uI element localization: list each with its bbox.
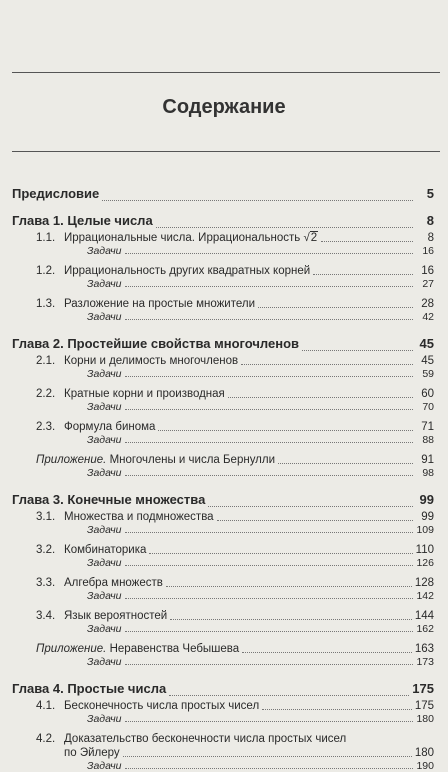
sqrt-symbol: √2 <box>303 232 318 244</box>
spacer <box>12 725 434 732</box>
leader-dots <box>302 349 413 351</box>
toc-text <box>36 699 262 713</box>
toc-text <box>36 453 278 467</box>
toc-tasks[interactable] <box>12 590 434 602</box>
top-rule <box>12 72 440 73</box>
toc-text: 3.3. <box>36 577 56 589</box>
leader-dots <box>258 306 413 308</box>
toc-section-2-2[interactable] <box>12 387 434 401</box>
toc-text: Задачи <box>87 557 125 569</box>
toc-text: Задачи <box>87 656 125 668</box>
toc-tasks[interactable] <box>12 311 434 323</box>
toc-text <box>36 609 170 623</box>
toc-text: Неравенства Чебышева <box>109 643 240 655</box>
page-number: 60 <box>421 388 434 400</box>
page-number: 180 <box>416 713 434 725</box>
toc-section-3-1[interactable] <box>12 510 434 524</box>
toc-appendix-3[interactable] <box>12 642 434 656</box>
page-number: 99 <box>421 511 434 523</box>
page-number: 110 <box>415 544 434 556</box>
toc-text: Задачи <box>87 467 125 479</box>
spacer <box>12 536 434 543</box>
page-number: 109 <box>416 524 434 536</box>
toc-text: Комбинаторика <box>64 544 147 556</box>
toc-text: 4.2. <box>36 733 56 745</box>
leader-dots <box>125 597 414 599</box>
table-of-contents <box>12 184 434 772</box>
page-number: 99 <box>419 492 434 507</box>
page-number: 180 <box>414 747 434 759</box>
spacer <box>12 668 434 679</box>
spacer <box>12 413 434 420</box>
leader-dots <box>125 474 414 476</box>
page-number: 70 <box>422 401 434 413</box>
toc-text <box>36 642 242 656</box>
toc-text: 2.1. <box>36 355 56 367</box>
spacer <box>12 446 434 453</box>
page-number: 142 <box>416 590 434 602</box>
toc-tasks[interactable] <box>12 760 434 772</box>
toc-tasks[interactable] <box>12 656 434 668</box>
page-number: 8 <box>426 213 434 228</box>
toc-text: 1.1. <box>36 232 56 244</box>
toc-text <box>36 231 321 245</box>
leader-dots <box>278 462 413 464</box>
toc-text: 3.4. <box>36 610 56 622</box>
toc-tasks[interactable] <box>12 524 434 536</box>
toc-text: Задачи <box>87 623 125 635</box>
toc-section-3-4[interactable] <box>12 609 434 623</box>
toc-chapter-1[interactable] <box>12 211 434 231</box>
leader-dots <box>217 519 413 521</box>
spacer <box>12 479 434 490</box>
leader-dots <box>125 408 414 410</box>
page-number: 16 <box>421 265 434 277</box>
toc-chapter-2[interactable] <box>12 334 434 354</box>
spacer <box>12 290 434 297</box>
toc-text: Приложение. <box>36 454 107 466</box>
toc-text <box>36 510 217 524</box>
toc-section-1-1[interactable] <box>12 231 434 245</box>
toc-text: Язык вероятностей <box>64 610 168 622</box>
page-number: 162 <box>416 623 434 635</box>
leader-dots <box>125 441 414 443</box>
page-number: 163 <box>414 643 434 655</box>
toc-text: Глава 4. Простые числа <box>12 679 169 699</box>
toc-text: Иррациональные числа. Иррациональность <box>64 232 301 244</box>
toc-text <box>36 354 241 368</box>
page-number: 16 <box>422 245 434 257</box>
toc-text <box>36 732 349 746</box>
page-number: 42 <box>422 311 434 323</box>
toc-section-3-2[interactable] <box>12 543 434 557</box>
toc-tasks[interactable] <box>12 713 434 725</box>
toc-chapter-4[interactable] <box>12 679 434 699</box>
toc-text: Бесконечность числа простых чисел <box>64 700 260 712</box>
spacer <box>12 257 434 264</box>
toc-text: Задачи <box>87 760 125 772</box>
toc-tasks[interactable] <box>12 623 434 635</box>
toc-text: Глава 3. Конечные множества <box>12 490 208 510</box>
toc-text: Задачи <box>87 434 125 446</box>
spacer <box>12 602 434 609</box>
page-number: 59 <box>422 368 434 380</box>
toc-section-1-3[interactable] <box>12 297 434 311</box>
toc-tasks[interactable] <box>12 245 434 257</box>
toc-text <box>36 297 258 311</box>
toc-text <box>36 576 166 590</box>
leader-dots <box>228 396 413 398</box>
leader-dots <box>125 285 414 287</box>
leader-dots <box>156 226 413 228</box>
toc-text: Задачи <box>87 590 125 602</box>
leader-dots <box>241 363 413 365</box>
leader-dots <box>149 552 412 554</box>
toc-tasks[interactable] <box>12 467 434 479</box>
spacer <box>12 569 434 576</box>
toc-text: Задачи <box>87 524 125 536</box>
toc-section-2-1[interactable] <box>12 354 434 368</box>
toc-text: 2 <box>310 232 318 244</box>
page-number: 71 <box>421 421 434 433</box>
toc-text <box>36 387 228 401</box>
leader-dots <box>123 755 412 757</box>
leader-dots <box>125 630 414 632</box>
toc-text: Разложение на простые множители <box>64 298 256 310</box>
toc-tasks[interactable] <box>12 401 434 413</box>
toc-text: 2.3. <box>36 421 56 433</box>
toc-text: Задачи <box>87 278 125 290</box>
toc-text: Формула бинома <box>64 421 156 433</box>
page-number: 175 <box>412 681 434 696</box>
page-number: 128 <box>414 577 434 589</box>
leader-dots <box>166 585 412 587</box>
toc-text: 2.2. <box>36 388 56 400</box>
toc-text: 3.1. <box>36 511 56 523</box>
leader-dots <box>158 429 413 431</box>
leader-dots <box>125 663 414 665</box>
toc-section-4-2-cont[interactable] <box>12 746 434 760</box>
spacer <box>12 323 434 334</box>
toc-text: Задачи <box>87 401 125 413</box>
toc-text: Задачи <box>87 713 125 725</box>
toc-text: Многочлены и числа Бернулли <box>109 454 276 466</box>
toc-appendix-2[interactable] <box>12 453 434 467</box>
toc-text: 3.2. <box>36 544 56 556</box>
page-number: 126 <box>416 557 434 569</box>
toc-text: Кратные корни и производная <box>64 388 225 400</box>
toc-text: Приложение. <box>36 643 107 655</box>
leader-dots <box>170 618 412 620</box>
toc-section-3-3[interactable] <box>12 576 434 590</box>
leader-dots <box>125 252 414 254</box>
page-number: 98 <box>422 467 434 479</box>
toc-text: Корни и делимость многочленов <box>64 355 239 367</box>
toc-text: Алгебра множеств <box>64 577 163 589</box>
toc-section-2-3[interactable] <box>12 420 434 434</box>
leader-dots <box>262 708 412 710</box>
toc-tasks[interactable] <box>12 557 434 569</box>
toc-text: 1.2. <box>36 265 56 277</box>
toc-section-1-2[interactable] <box>12 264 434 278</box>
toc-text: Множества и подмножества <box>64 511 214 523</box>
page-number: 45 <box>419 336 434 351</box>
toc-tasks[interactable] <box>12 368 434 380</box>
page-number: 28 <box>421 298 434 310</box>
leader-dots <box>169 694 409 696</box>
toc-text: Предисловие <box>12 184 102 204</box>
page-number: 8 <box>427 232 434 244</box>
page-title: Содержание <box>162 96 286 118</box>
toc-preface[interactable] <box>12 184 434 204</box>
leader-dots <box>208 505 413 507</box>
toc-text: Доказательство бесконечности числа простых чисел <box>64 733 347 745</box>
page-number: 144 <box>414 610 434 622</box>
leader-dots <box>125 767 414 769</box>
leader-dots <box>125 375 414 377</box>
toc-tasks[interactable] <box>12 278 434 290</box>
toc-text: 1.3. <box>36 298 56 310</box>
toc-tasks[interactable] <box>12 434 434 446</box>
page-number: 190 <box>416 760 434 772</box>
leader-dots <box>321 240 413 242</box>
toc-text: Задачи <box>87 368 125 380</box>
leader-dots <box>102 199 413 201</box>
toc-section-4-2[interactable] <box>12 732 434 746</box>
page-number: 91 <box>421 454 434 466</box>
toc-chapter-3[interactable] <box>12 490 434 510</box>
toc-text: Глава 1. Целые числа <box>12 211 156 231</box>
leader-dots <box>125 720 414 722</box>
toc-text: по Эйлеру <box>64 746 123 760</box>
leader-dots <box>125 531 414 533</box>
title-rule <box>12 151 440 152</box>
toc-text: Задачи <box>87 245 125 257</box>
leader-dots <box>125 564 414 566</box>
toc-text: 4.1. <box>36 700 56 712</box>
page-number: 27 <box>422 278 434 290</box>
toc-text <box>36 420 158 434</box>
page-number: 5 <box>426 186 434 201</box>
page-number: 175 <box>414 700 434 712</box>
toc-text: Глава 2. Простейшие свойства многочленов <box>12 334 302 354</box>
toc-text <box>36 264 313 278</box>
page-number: 173 <box>416 656 434 668</box>
spacer <box>12 204 434 211</box>
spacer <box>12 380 434 387</box>
page-number: 45 <box>421 355 434 367</box>
toc-text: Задачи <box>87 311 125 323</box>
leader-dots <box>125 318 414 320</box>
toc-text <box>36 543 149 557</box>
toc-section-4-1[interactable] <box>12 699 434 713</box>
leader-dots <box>313 273 413 275</box>
spacer <box>12 635 434 642</box>
page-number: 88 <box>422 434 434 446</box>
toc-text: Иррациональность других квадратных корней <box>64 265 311 277</box>
leader-dots <box>242 651 412 653</box>
